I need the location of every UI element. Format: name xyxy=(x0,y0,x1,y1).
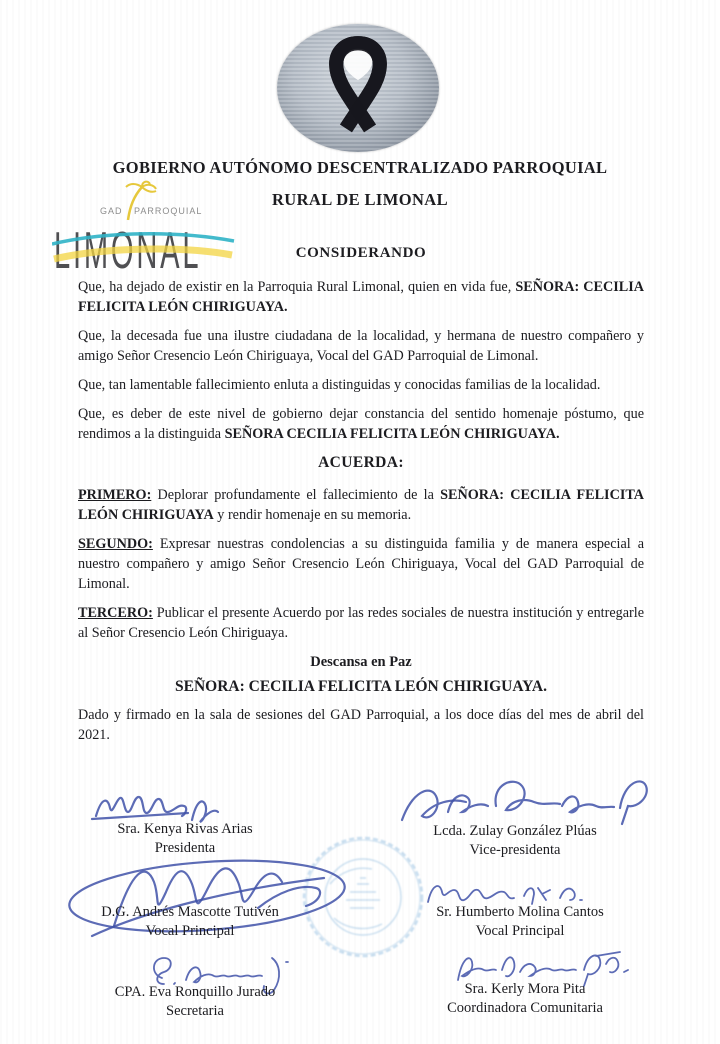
signatory-title: Coordinadora Comunitaria xyxy=(447,1000,603,1016)
signatory-block-vicepresidenta xyxy=(385,822,645,860)
paragraph xyxy=(78,404,644,444)
acuerda-item-label: TERCERO: xyxy=(78,605,153,621)
body-text: Publicar el presente Acuerdo por las redes sociales de nuestra institución y entregarle al Señor Cresencio León Chiriguaya. xyxy=(78,605,644,641)
document-body xyxy=(78,243,644,745)
signatory-block-coordinadora xyxy=(385,980,665,1018)
signatory-title: Vocal Principal xyxy=(475,923,565,939)
body-text: Deplorar profundamente el fallecimiento de la xyxy=(151,487,441,503)
signatory-block-vocal1 xyxy=(60,903,320,941)
signatory-name: Sr. Humberto Molina Cantos xyxy=(436,904,604,920)
signatory-name: D.G. Andrés Mascotte Tutivén xyxy=(101,904,279,920)
signatory-title: Vice-presidenta xyxy=(469,842,561,858)
acuerda-item-label: SEGUNDO: xyxy=(78,536,153,552)
signatory-block-vocal2 xyxy=(390,903,650,941)
acuerda-item-label: PRIMERO: xyxy=(78,487,152,503)
senora-line: SEÑORA: CECILIA FELICITA LEÓN CHIRIGUAYA. xyxy=(175,678,547,695)
emphasized-text: SEÑORA: CECILIA FELICITA LEÓN CHIRIGUAYA xyxy=(78,487,644,523)
considerando-heading: CONSIDERANDO xyxy=(295,245,427,261)
signatory-block-secretaria xyxy=(65,983,325,1021)
body-text: Expresar nuestras condolencias a su distinguida familia y de manera especial a nuestro compañero y amigo Señor Cresencio León Chiriguaya, Vocal del GAD Parroquial de Limonal. xyxy=(78,536,644,592)
signatory-name: CPA. Eva Ronquillo Jurado xyxy=(114,984,276,1000)
org-title-line2: RURAL DE LIMONAL xyxy=(271,190,448,209)
signatory-name: Lcda. Zulay González Plúas xyxy=(433,823,597,839)
emphasized-text: SEÑORA CECILIA FELICITA LEÓN CHIRIGUAYA. xyxy=(224,426,560,442)
dado-line: Dado y firmado en la sala de sesiones del GAD Parroquial, a los doce días del mes de abril del 2021. xyxy=(78,707,644,743)
acuerda-item xyxy=(78,485,644,525)
signatory-title: Secretaria xyxy=(166,1003,224,1019)
acuerda-item xyxy=(78,534,644,594)
paragraph xyxy=(78,375,644,395)
body-text: y rendir homenaje en su memoria. xyxy=(213,507,412,523)
svg-text:GAD: GAD xyxy=(100,206,123,216)
paragraph xyxy=(78,326,644,366)
body-text: Que, es deber de este nivel de gobierno dejar constancia del sentido homenaje póstumo, que rendimos a la distinguida xyxy=(78,406,644,442)
org-title-line1: GOBIERNO AUTÓNOMO DESCENTRALIZADO PARROQUIAL xyxy=(112,158,608,177)
considerando-paragraphs xyxy=(78,277,644,444)
acuerda-heading: ACUERDA: xyxy=(318,454,404,471)
mourning-ribbon-medallion xyxy=(277,24,439,152)
signatory-name: Sra. Kerly Mora Pita xyxy=(464,981,586,997)
svg-text:LIMONAL: LIMONAL xyxy=(54,221,202,280)
acuerda-items xyxy=(78,485,644,643)
signatory-title: Presidenta xyxy=(154,840,216,856)
signatory-block-presidenta xyxy=(70,820,300,858)
body-text: Que, tan lamentable fallecimiento enluta a distinguidas y conocidas familias de la localidad. xyxy=(78,377,601,393)
black-ribbon-icon xyxy=(303,28,413,148)
paragraph xyxy=(78,277,644,317)
body-text: Que, ha dejado de existir en la Parroquia Rural Limonal, quien en vida fue, xyxy=(78,279,516,295)
svg-text:PARROQUIAL: PARROQUIAL xyxy=(134,206,203,216)
signatory-name: Sra. Kenya Rivas Arias xyxy=(117,821,253,837)
descansa-line: Descansa en Paz xyxy=(310,654,412,670)
body-text: Que, la decesada fue una ilustre ciudadana de la localidad, y hermana de nuestro compañero y amigo Señor Cresencio León Chiriguaya, Vocal del GAD Parroquial de Limonal. xyxy=(78,328,644,364)
signatory-title: Vocal Principal xyxy=(145,923,235,939)
emphasized-text: SEÑORA: CECILIA FELICITA LEÓN CHIRIGUAYA. xyxy=(78,279,645,315)
acuerda-item xyxy=(78,603,644,643)
